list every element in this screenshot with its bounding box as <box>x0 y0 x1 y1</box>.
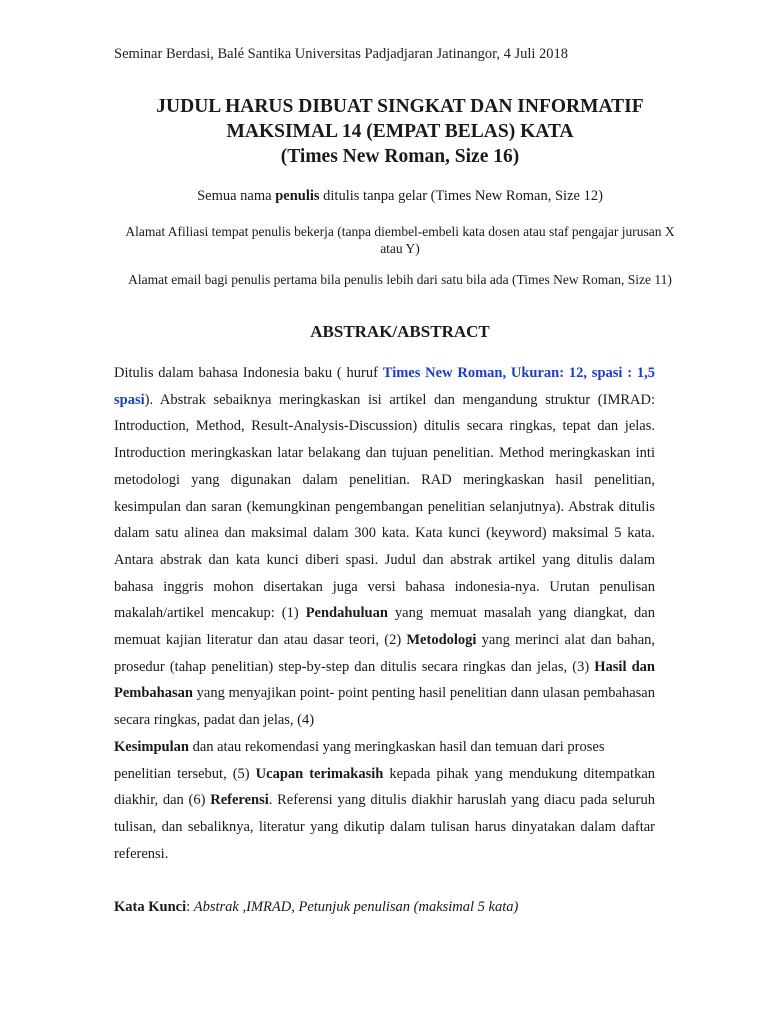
keywords-separator: : <box>186 899 194 915</box>
abstract-text: Ditulis dalam bahasa Indonesia baku ( huruf <box>114 365 383 381</box>
abstract-heading: ABSTRAK/ABSTRACT <box>310 322 490 341</box>
paper-title <box>90 94 710 169</box>
abstract-text: . Referensi yang ditulis diakhir haruslah yang diacu pada seluruh tulisan, dan sebaliknya, literatur yang dikutip dalam tulisan harus dinyatakan dalam daftar referensi. <box>114 792 655 862</box>
section-ucapan: Ucapan terimakasih <box>255 765 384 782</box>
seminar-header: Seminar Berdasi, Balé Santika Universitas Padjadjaran Jatinangor, 4 Juli 2018 <box>114 46 569 62</box>
keywords-label: Kata Kunci <box>114 899 187 915</box>
abstract-paragraph-2 <box>114 734 655 761</box>
email-text: Alamat email bagi penulis pertama bila penulis lebih dari satu bila ada (Times New Roman, Size 11) <box>128 272 672 287</box>
abstract-body <box>114 360 655 867</box>
abstract-text: yang menyajikan point- point penting hasil penelitian dann ulasan pembahasan secara ringkas, padat dan jelas, (4) <box>114 685 655 729</box>
abstract-text: dan atau rekomendasi yang meringkaskan hasil dan temuan dari proses <box>188 738 605 755</box>
section-referensi: Referensi <box>210 792 269 809</box>
authors-suffix: ditulis tanpa gelar (Times New Roman, Size 12) <box>319 188 603 204</box>
section-hasil: Hasil dan Pembahasan <box>114 658 655 702</box>
title-line-1: JUDUL HARUS DIBUAT SINGKAT DAN INFORMATIF <box>156 96 644 117</box>
abstract-text: kepada pihak yang mendukung ditempatkan diakhir, dan (6) <box>114 765 655 809</box>
abstract-paragraph-3 <box>114 761 655 868</box>
authors-bold-word: penulis <box>275 188 320 204</box>
abstract-text: yang merinci alat dan bahan, prosedur (tahap penelitian) step-by-step dan ditulis secara ringkas dan jelas, (3) <box>114 632 656 675</box>
abstract-text: ). Abstrak sebaiknya meringkaskan isi artikel dan mengandung struktur (IMRAD: Introduction, Method, Result-Analysis-Discussion) ditulis secara ringkas, tepat dan jelas. Introduction meringkaskan latar belakang dan tujuan penelitian. Method meringkaskan inti metodologi yang digunakan dalam penelitian. RAD meringkaskan hasil penelitian, kesimpulan dan saran (kemungkinan pengembangan penelitian selanjutnya). Abstrak ditulis dalam satu alinea dan maksimal dalam 300 kata. Kata kunci (keyword) maksimal 5 kata. Antara abstrak dan kata kunci diberi spasi. Judul dan abstrak artikel yang ditulis dalam bahasa inggris mohon disertakan juga versi bahasa indonesia-nya. Urutan penulisan makalah/artikel mencakup: (1) <box>114 391 655 622</box>
title-line-2: MAKSIMAL 14 (EMPAT BELAS) KATA <box>226 121 574 142</box>
abstract-text: yang memuat masalah yang diangkat, dan memuat kajian literatur dan atau dasar teori, (2) <box>114 605 655 649</box>
section-pendahuluan: Pendahuluan <box>305 605 388 622</box>
affiliation-text: Alamat Afiliasi tempat penulis bekerja (tanpa diembel-embeli kata dosen atau staf pengajar jurusan X atau Y) <box>125 224 675 256</box>
keywords-value: Abstrak ,IMRAD, Petunjuk penulisan (maksimal 5 kata) <box>193 899 519 915</box>
section-kesimpulan: Kesimpulan <box>114 738 189 755</box>
authors-line <box>90 188 710 205</box>
abstract-paragraph-1 <box>114 360 655 734</box>
keywords-line <box>114 899 518 916</box>
section-metodologi: Metodologi <box>406 632 477 649</box>
title-line-3: (Times New Roman, Size 16) <box>280 146 520 167</box>
authors-prefix: Semua nama <box>197 188 276 204</box>
abstract-text: penelitian tersebut, (5) <box>114 765 256 782</box>
font-spec-highlight: Times New Roman, Ukuran: 12, spasi : 1,5 spasi <box>114 365 655 408</box>
